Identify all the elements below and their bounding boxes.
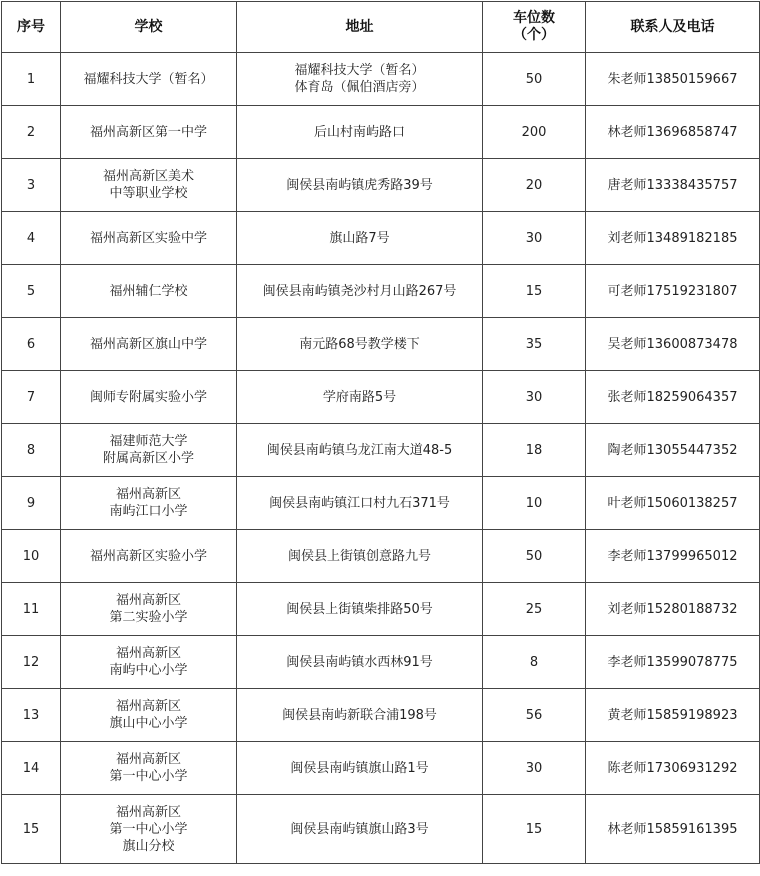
row-spots: 30 bbox=[483, 371, 586, 424]
row-address: 旗山路7号 bbox=[237, 212, 483, 265]
row-contact: 吴老师13600873478 bbox=[586, 318, 760, 371]
row-spots: 30 bbox=[483, 212, 586, 265]
row-no: 11 bbox=[2, 583, 61, 636]
row-school: 福州高新区 第一中心小学 bbox=[61, 742, 237, 795]
row-address: 闽侯县南屿镇尧沙村月山路267号 bbox=[237, 265, 483, 318]
row-contact: 朱老师13850159667 bbox=[586, 53, 760, 106]
row-address: 闽侯县南屿镇旗山路3号 bbox=[237, 795, 483, 864]
row-no: 9 bbox=[2, 477, 61, 530]
row-spots: 18 bbox=[483, 424, 586, 477]
row-contact: 黄老师15859198923 bbox=[586, 689, 760, 742]
row-address: 南元路68号教学楼下 bbox=[237, 318, 483, 371]
row-address: 福耀科技大学（暂名） 体育岛（佩伯酒店旁） bbox=[237, 53, 483, 106]
header-contact: 联系人及电话 bbox=[586, 2, 760, 53]
row-contact: 李老师13599078775 bbox=[586, 636, 760, 689]
table-row bbox=[2, 583, 760, 636]
row-school: 福州高新区实验中学 bbox=[61, 212, 237, 265]
row-contact: 张老师18259064357 bbox=[586, 371, 760, 424]
row-school: 福州高新区 第一中心小学 旗山分校 bbox=[61, 795, 237, 864]
table-row bbox=[2, 106, 760, 159]
table-row bbox=[2, 371, 760, 424]
table-row bbox=[2, 212, 760, 265]
header-no: 序号 bbox=[2, 2, 61, 53]
row-spots: 50 bbox=[483, 530, 586, 583]
row-school: 闽师专附属实验小学 bbox=[61, 371, 237, 424]
row-no: 12 bbox=[2, 636, 61, 689]
table-row bbox=[2, 636, 760, 689]
row-address: 闽侯县南屿镇水西林91号 bbox=[237, 636, 483, 689]
header-row bbox=[2, 2, 760, 53]
row-address: 闽侯县南屿镇虎秀路39号 bbox=[237, 159, 483, 212]
row-address: 闽侯县南屿镇江口村九石371号 bbox=[237, 477, 483, 530]
row-no: 2 bbox=[2, 106, 61, 159]
table-row bbox=[2, 689, 760, 742]
row-no: 7 bbox=[2, 371, 61, 424]
table-row bbox=[2, 53, 760, 106]
row-school: 福州高新区美术 中等职业学校 bbox=[61, 159, 237, 212]
row-school: 福耀科技大学（暂名） bbox=[61, 53, 237, 106]
row-no: 4 bbox=[2, 212, 61, 265]
row-school: 福州高新区旗山中学 bbox=[61, 318, 237, 371]
row-address: 学府南路5号 bbox=[237, 371, 483, 424]
table-row bbox=[2, 318, 760, 371]
row-no: 5 bbox=[2, 265, 61, 318]
row-no: 14 bbox=[2, 742, 61, 795]
row-spots: 15 bbox=[483, 265, 586, 318]
row-no: 15 bbox=[2, 795, 61, 864]
row-spots: 10 bbox=[483, 477, 586, 530]
row-contact: 陶老师13055447352 bbox=[586, 424, 760, 477]
row-spots: 30 bbox=[483, 742, 586, 795]
row-spots: 200 bbox=[483, 106, 586, 159]
row-no: 13 bbox=[2, 689, 61, 742]
row-address: 闽侯县南屿镇乌龙江南大道48-5 bbox=[237, 424, 483, 477]
row-contact: 刘老师15280188732 bbox=[586, 583, 760, 636]
row-no: 6 bbox=[2, 318, 61, 371]
row-spots: 56 bbox=[483, 689, 586, 742]
row-address: 闽侯县上街镇柴排路50号 bbox=[237, 583, 483, 636]
row-contact: 林老师15859161395 bbox=[586, 795, 760, 864]
table-row bbox=[2, 265, 760, 318]
row-school: 福州高新区 南屿中心小学 bbox=[61, 636, 237, 689]
header-school: 学校 bbox=[61, 2, 237, 53]
header-spots: 车位数 （个） bbox=[483, 2, 586, 53]
row-address: 闽侯县南屿新联合浦198号 bbox=[237, 689, 483, 742]
row-no: 3 bbox=[2, 159, 61, 212]
row-school: 福州辅仁学校 bbox=[61, 265, 237, 318]
row-spots: 15 bbox=[483, 795, 586, 864]
row-no: 8 bbox=[2, 424, 61, 477]
table-row bbox=[2, 477, 760, 530]
row-contact: 可老师17519231807 bbox=[586, 265, 760, 318]
table-row bbox=[2, 795, 760, 864]
table-row bbox=[2, 742, 760, 795]
row-spots: 8 bbox=[483, 636, 586, 689]
row-address: 闽侯县南屿镇旗山路1号 bbox=[237, 742, 483, 795]
row-contact: 唐老师13338435757 bbox=[586, 159, 760, 212]
row-school: 福建师范大学 附属高新区小学 bbox=[61, 424, 237, 477]
row-school: 福州高新区 旗山中心小学 bbox=[61, 689, 237, 742]
row-spots: 35 bbox=[483, 318, 586, 371]
row-spots: 20 bbox=[483, 159, 586, 212]
row-contact: 陈老师17306931292 bbox=[586, 742, 760, 795]
row-spots: 50 bbox=[483, 53, 586, 106]
row-no: 10 bbox=[2, 530, 61, 583]
table-row bbox=[2, 424, 760, 477]
row-address: 后山村南屿路口 bbox=[237, 106, 483, 159]
row-school: 福州高新区 南屿江口小学 bbox=[61, 477, 237, 530]
table-row bbox=[2, 530, 760, 583]
row-contact: 刘老师13489182185 bbox=[586, 212, 760, 265]
row-school: 福州高新区实验小学 bbox=[61, 530, 237, 583]
row-school: 福州高新区第一中学 bbox=[61, 106, 237, 159]
row-no: 1 bbox=[2, 53, 61, 106]
row-spots: 25 bbox=[483, 583, 586, 636]
row-address: 闽侯县上街镇创意路九号 bbox=[237, 530, 483, 583]
row-contact: 李老师13799965012 bbox=[586, 530, 760, 583]
row-school: 福州高新区 第二实验小学 bbox=[61, 583, 237, 636]
row-contact: 林老师13696858747 bbox=[586, 106, 760, 159]
table-row bbox=[2, 159, 760, 212]
row-contact: 叶老师15060138257 bbox=[586, 477, 760, 530]
header-address: 地址 bbox=[237, 2, 483, 53]
parking-table bbox=[1, 1, 760, 864]
